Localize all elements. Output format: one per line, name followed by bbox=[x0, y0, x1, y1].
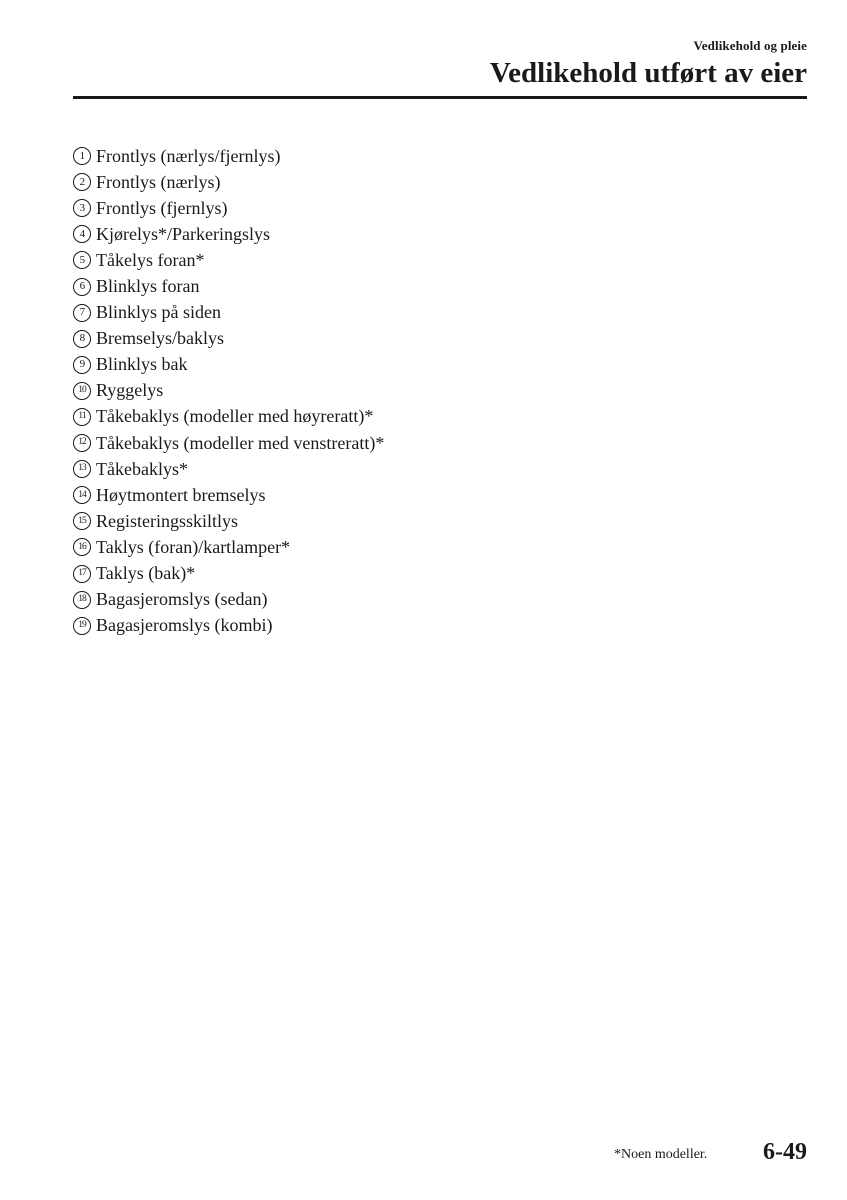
item-number-badge: 12 bbox=[73, 434, 91, 452]
item-number-badge: 8 bbox=[73, 330, 91, 348]
item-number-badge: 3 bbox=[73, 199, 91, 217]
item-label: Frontlys (nærlys/fjernlys) bbox=[96, 145, 281, 166]
page-title: Vedlikehold utført av eier bbox=[489, 57, 807, 89]
item-label: Tåkebaklys (modeller med høyreratt)* bbox=[96, 406, 374, 427]
parts-list bbox=[73, 143, 384, 639]
list-item bbox=[73, 247, 384, 273]
item-number-badge: 15 bbox=[73, 512, 91, 530]
list-item bbox=[73, 169, 384, 195]
item-number-badge: 9 bbox=[73, 356, 91, 374]
item-number-badge: 7 bbox=[73, 304, 91, 322]
item-number-badge: 13 bbox=[73, 460, 91, 478]
item-label: Taklys (foran)/kartlamper* bbox=[96, 536, 291, 557]
item-number-badge: 17 bbox=[73, 565, 91, 583]
list-item bbox=[73, 482, 384, 508]
list-item bbox=[73, 273, 384, 299]
item-label: Tåkelys foran* bbox=[96, 249, 205, 270]
list-item bbox=[73, 143, 384, 169]
item-number-badge: 11 bbox=[73, 408, 91, 426]
title-rule bbox=[73, 96, 807, 99]
item-label: Blinklys bak bbox=[96, 354, 188, 375]
list-item bbox=[73, 534, 384, 560]
item-label: Frontlys (fjernlys) bbox=[96, 197, 228, 218]
item-label: Høytmontert bremselys bbox=[96, 484, 266, 505]
item-number-badge: 4 bbox=[73, 225, 91, 243]
item-number-badge: 1 bbox=[73, 147, 91, 165]
item-label: Bagasjeromslys (kombi) bbox=[96, 615, 273, 636]
item-label: Taklys (bak)* bbox=[96, 563, 196, 584]
item-label: Bremselys/baklys bbox=[96, 328, 224, 349]
section-label: Vedlikehold og pleie bbox=[693, 38, 807, 53]
item-number-badge: 10 bbox=[73, 382, 91, 400]
item-number-badge: 16 bbox=[73, 538, 91, 556]
item-number-badge: 5 bbox=[73, 251, 91, 269]
list-item bbox=[73, 221, 384, 247]
item-number-badge: 6 bbox=[73, 278, 91, 296]
list-item bbox=[73, 195, 384, 221]
list-item bbox=[73, 300, 384, 326]
list-item bbox=[73, 352, 384, 378]
list-item bbox=[73, 561, 384, 587]
list-item bbox=[73, 378, 384, 404]
item-label: Kjørelys*/Parkeringslys bbox=[96, 223, 270, 244]
item-label: Tåkebaklys* bbox=[96, 458, 188, 479]
item-label: Ryggelys bbox=[96, 380, 164, 401]
item-label: Blinklys foran bbox=[96, 276, 200, 297]
list-item bbox=[73, 456, 384, 482]
item-number-badge: 2 bbox=[73, 173, 91, 191]
item-number-badge: 18 bbox=[73, 591, 91, 609]
item-label: Bagasjeromslys (sedan) bbox=[96, 589, 268, 610]
item-label: Tåkebaklys (modeller med venstreratt)* bbox=[96, 432, 385, 453]
footnote: *Noen modeller. bbox=[614, 1147, 708, 1162]
page-number: 6-49 bbox=[763, 1139, 807, 1165]
item-label: Blinklys på siden bbox=[96, 302, 221, 323]
item-label: Frontlys (nærlys) bbox=[96, 171, 221, 192]
list-item bbox=[73, 613, 384, 639]
list-item bbox=[73, 404, 384, 430]
item-number-badge: 14 bbox=[73, 486, 91, 504]
item-label: Registeringsskiltlys bbox=[96, 510, 239, 531]
item-number-badge: 19 bbox=[73, 617, 91, 635]
list-item bbox=[73, 430, 384, 456]
list-item bbox=[73, 326, 384, 352]
list-item bbox=[73, 587, 384, 613]
list-item bbox=[73, 508, 384, 534]
